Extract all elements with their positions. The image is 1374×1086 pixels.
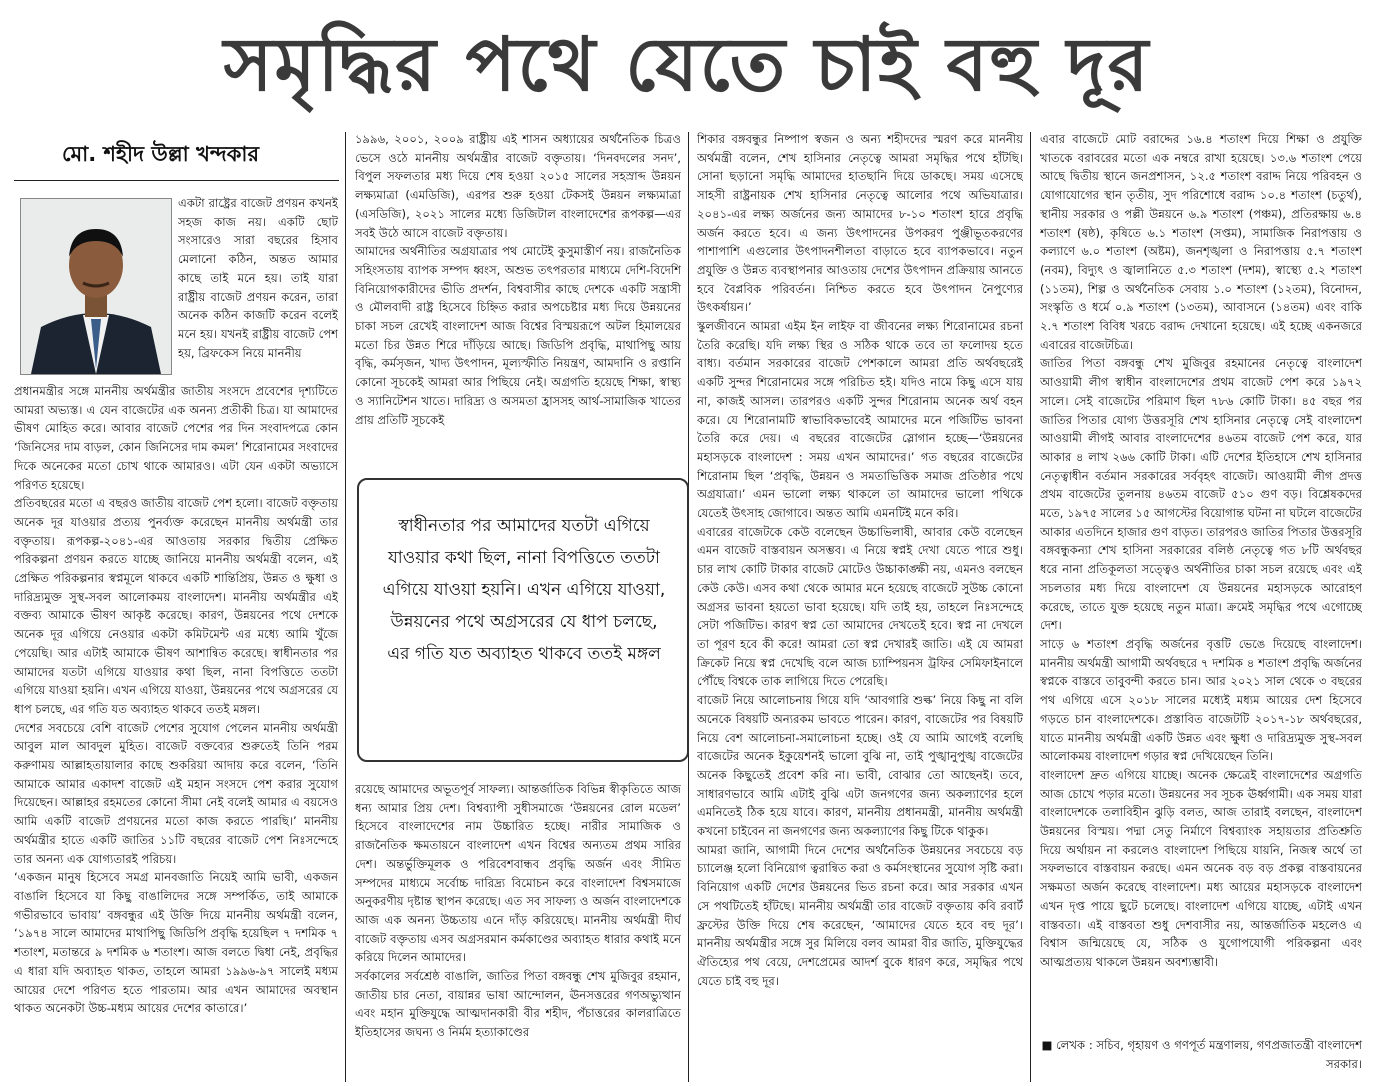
pull-quote-box [357, 478, 689, 762]
intro-paragraph: একটা রাষ্ট্রের বাজেট প্রণয়ন কখনই সহজ কাজ নয়। একটি ছোট সংসারেও সারা বছরের হিসাব মেলানো কঠিন, অন্তত আমার কাছে তাই মনে হয়। তাই যারা রাষ্ট্রীয় বাজেট প্রণয়ন করেন, তারা অনেক কঠিন কাজটি করেন বলেই মনে হয়। যখনই রাষ্ট্রীয় বাজেট পেশ হয়, ব্রিফকেস নিয়ে মাননীয় [178, 196, 338, 360]
pull-quote-text: স্বাধীনতার পর আমাদের যতটা এগিয়ে যাওয়ার কথা ছিল, নানা বিপত্তিতে ততটা এগিয়ে যাওয়া হয়নি। এখন এগিয়ে যাওয়া, উন্নয়নের পথে অগ্রসরের যে ধাপ চলছে, এর গতি যত অব্যাহত থাকবে ততই মঙ্গল [382, 516, 666, 664]
paragraph: বাজেট নিয়ে আলোচনায় গিয়ে যদি ‘আবগারি শুল্ক’ নিয়ে কিছু না বলি অনেকে বিষয়টি অন্যরকম ভাবতে পারেন। কারণ, বাজেটের পর বিষয়টি নিয়ে বেশ আলোচনা-সমালোচনা হচ্ছে। ওই যে আমি আগেই বলেছি বাজেটের অনেক ইকুয়েশনই ভালো বুঝি না, তাই পুঙ্খানুপুঙ্খ বাজেটের অনেক কিছুতেই প্রবেশ করি না। ভাবী, বোঝার তো আছেনই। তবে, সাধারণভাবে আমি এটাই বুঝি এটা জনগণের জন্য অকল্যাণের হলে এমনিতেই ঠিক হয়ে যাবে। কারণ, মাননীয় প্রধানমন্ত্রী, মাননীয় অর্থমন্ত্রী কখনো চাইবেন না জনগণের জন্য অকল্যাণের কিছু টিকে থাকুক। [697, 693, 1023, 839]
article-column-1 [14, 382, 338, 1082]
paragraph: সর্বকালের সর্বশ্রেষ্ঠ বাঙালি, জাতির পিতা বঙ্গবন্ধু শেখ মুজিবুর রহমান, জাতীয় চার নেতা, বায়ান্নর ভাষা আন্দোলন, ঊনসত্তরের গণঅভ্যুত্থান এবং মহান মুক্তিযুদ্ধে আত্মদানকারী বীর শহীদ, পঁচাত্তরের কালরাত্রিতে ইতিহাসের জঘন্য ও নির্মম হত্যাকাণ্ডের [355, 969, 681, 1040]
column-rule [345, 132, 346, 1082]
paragraph: এবার বাজেটে মোট বরাদ্দের ১৬.৪ শতাংশ দিয়ে শিক্ষা ও প্রযুক্তি খাতকে বরাবরের মতো এক নম্বরে রাখা হয়েছে। ১৩.৬ শতাংশ পেয়ে আছে দ্বিতীয় স্থানে জনপ্রশাসন, ১২.৫ শতাংশ বরাদ্দ নিয়ে পরিবহন ও যোগাযোগের স্থান তৃতীয়, সুদ পরিশোধে বরাদ্দ ১০.৪ শতাংশ (চতুর্থ), স্থানীয় সরকার ও পল্লী উন্নয়নে ৬.৯ শতাংশ (পঞ্চম), প্রতিরক্ষায় ৬.৪ শতাংশ (ষষ্ঠ), কৃষিতে ৬.১ শতাংশ (সপ্তম), সামাজিক নিরাপত্তায় ও কল্যাণে ৬.০ শতাংশ (অষ্টম), জনশৃঙ্খলা ও নিরাপত্তায় ৫.৭ শতাংশ (নবম), বিদ্যুৎ ও জ্বালানিতে ৫.৩ শতাংশ (দশম), স্বাস্থ্যে ৫.২ শতাংশ (১১তম), শিল্প ও অর্থনৈতিক সেবায় ১.০ শতাংশ (১২তম), বিনোদন, সংস্কৃতি ও ধর্মে ০.৯ শতাংশ (১৩তম), আবাসনে (১৪তম) এবং বাকি ২.৭ শতাংশ বিবিধ খরচে বরাদ্দ দেখানো হয়েছে। এই হচ্ছে একনজরে এবারের বাজেটচিত্র। [1040, 132, 1362, 352]
headline: সমৃদ্ধির পথে যেতে চাই বহু দূর [223, 22, 1151, 108]
paragraph: এবারের বাজেটকে কেউ বলেছেন উচ্চাভিলাষী, আবার কেউ বলেছেন এমন বাজেট বাস্তবায়ন অসম্ভব। এ নিয়ে স্বপ্নই দেখা যেতে পারে শুধু। চার লাখ কোটি টাকার বাজেট মোটেও উচ্চাকাঙ্ক্ষী নয়, এমনও বলছেন কেউ কেউ। এসব কথা থেকে আমার মনে হয়েছে বাজেটে সুউচ্চ কোনো অগ্রসর ভাবনা হয়তো ভাবা হয়েছে। যদি তাই হয়, তাহলে নিঃসন্দেহে সেটা পজিটিভ। কারণ স্বপ্ন তো আমাদের দেখতেই হবে। স্বপ্ন না দেখলে তা পূরণ হবে কী করে! আমরা তো স্বপ্ন দেখারই জাতি। এই যে আমরা ক্রিকেট নিয়ে স্বপ্ন দেখেছি বলে আজ চ্যাম্পিয়নস ট্রফির সেমিফাইনালে পৌঁছে বিশ্বকে তাক লাগিয়ে দিতে পেরেছি। [697, 524, 1023, 689]
article-column-2-bottom [355, 780, 681, 1082]
column-rule [1030, 132, 1031, 1082]
byline: মো. শহীদ উল্লা খন্দকার [62, 142, 260, 166]
paragraph: শিকার বঙ্গবন্ধুর নিষ্পাপ স্বজন ও অন্য শহীদদের স্মরণ করে মাননীয় অর্থমন্ত্রী বলেন, শেখ হাসিনার নেতৃত্বে আমরা সমৃদ্ধির পথে হাঁটছি। সোনা ছড়ানো সমৃদ্ধি আমাদের হাতছানি দিয়ে ডাকছে। সময় এসেছে সাহসী রাষ্ট্রনায়ক শেখ হাসিনার নেতৃত্বে আলোর পথে অভিযাত্রার। ২০৪১-এর লক্ষ্য অর্জনের জন্য আমাদের ৮-১০ শতাংশ হারে প্রবৃদ্ধি অর্জন করতে হবে। এ জন্য উৎপাদনের উপকরণ পুঞ্জীভূতকরণের পাশাপাশি এগুলোর উৎপাদনশীলতা বাড়াতে হবে ব্যাপকভাবে। নতুন প্রযুক্তি ও উন্নত ব্যবস্থাপনার আওতায় দেশের উৎপাদন প্রক্রিয়ায় আনতে হবে বৈপ্লবিক পরিবর্তন। নিশ্চিত করতে হবে উৎপাদন নৈপুণ্যের উৎকর্ষায়ন।’ [697, 132, 1023, 315]
author-portrait-icon [21, 199, 171, 374]
paragraph: রয়েছে আমাদের অভূতপূর্ব সাফল্য। আন্তর্জাতিক বিভিন্ন স্বীকৃতিতে আজ ধন্য আমার প্রিয় দেশ। বিশ্বব্যাপী সুধীসমাজে ‘উন্নয়নের রোল মডেল’ হিসেবে বাংলাদেশের নাম উচ্চারিত হচ্ছে। নারীর সামাজিক ও রাজনৈতিক ক্ষমতায়নে বাংলাদেশ এখন বিশ্বের অন্যতম প্রথম সারির দেশ। অন্তর্ভুক্তিমূলক ও পরিবেশবান্ধব প্রবৃদ্ধি অর্জন এবং সীমিত সম্পদের মাধ্যমে সর্বোচ্চ দারিদ্র্য বিমোচন করে বাংলাদেশ বিশ্বসমাজে অনুকরণীয় দৃষ্টান্ত স্থাপন করেছে। এত সব সাফল্য ও অর্জন বাংলাদেশকে আজ এক অনন্য উচ্চতায় এনে দাঁড় করিয়েছে। মাননীয় অর্থমন্ত্রী দীর্ঘ বাজেট বক্তৃতায় এসব অগ্রসরমান কর্মকাণ্ডের অব্যাহত ধারার কথাই মনে করিয়ে দিলেন আমাদের। [355, 782, 681, 965]
paragraph: প্রতিবছরের মতো এ বছরও জাতীয় বাজেট পেশ হলো। বাজেট বক্তৃতায় অনেক দূর যাওয়ার প্রত্যয় পুনর্ব্যক্ত করেছেন মাননীয় অর্থমন্ত্রী তার বক্তৃতায়। রূপকল্প-২০৪১-এর আওতায় সরকার দ্বিতীয় প্রেক্ষিত পরিকল্পনা প্রণয়ন করতে যাচ্ছে জানিয়ে মাননীয় অর্থমন্ত্রী বলেন, এই প্রেক্ষিত পরিকল্পনার স্বপ্নমূলে থাকবে একটি শান্তিপ্রিয়, উন্নত ও ক্ষুধা ও দারিদ্র্যমুক্ত সুস্থ-সবল আলোকময় বাংলাদেশ। মাননীয় অর্থমন্ত্রীর এই বক্তব্য আমাকে ভীষণ আকৃষ্ট করেছে। কারণ, উন্নয়নের পথে দেশকে অনেক দূর এগিয়ে নেওয়ার একটা কমিটমেন্ট এর মধ্যে আমি খুঁজে পেয়েছি। আর এটাই আমাকে ভীষণ আশান্বিত করেছে। স্বাধীনতার পর আমাদের যতটা এগিয়ে যাওয়ার কথা ছিল, নানা বিপত্তিতে ততটা এগিয়ে যাওয়া হয়নি। এখন এগিয়ে যাওয়া, উন্নয়নের পথে অগ্রসরের যে ধাপ চলছে, এর গতি যত অব্যাহত থাকবে ততই মঙ্গল। [14, 496, 338, 716]
author-credit: ■ লেখক : সচিব, গৃহায়ণ ও গণপূর্ত মন্ত্রণালয়, গণপ্রজাতন্ত্রী বাংলাদেশ সরকার। [1041, 1038, 1362, 1071]
paragraph: সাড়ে ৬ শতাংশ প্রবৃদ্ধি অর্জনের বৃত্তটি ভেঙে দিয়েছে বাংলাদেশ। মাননীয় অর্থমন্ত্রী আগামী অর্থবছরে ৭ দশমিক ৪ শতাংশ প্রবৃদ্ধি অর্জনের স্বপ্নকে বাস্তবে তাবুবন্দী করতে চান। আর ২০২১ সাল থেকে ৩ বছরের পথ এগিয়ে এসে ২০১৮ সালের মধ্যেই মধ্যম আয়ের দেশ হিসেবে গড়তে চান বাংলাদেশকে। প্রস্তাবিত বাজেটটি ২০১৭-১৮ অর্থবছরের, যাতে মাননীয় অর্থমন্ত্রী একটি উন্নত এবং ক্ষুধা ও দারিদ্র্যমুক্ত সুস্থ-সবল আলোকময় বাংলাদেশ গড়ার স্বপ্ন দেখিয়েছেন তিনি। [1040, 636, 1362, 764]
paragraph: স্কুলজীবনে আমরা এইম ইন লাইফ বা জীবনের লক্ষ্য শিরোনামের রচনা তৈরি করেছি। যদি লক্ষ্য স্থির ও সঠিক থাকে তবে তা ফলোদয় হতে বাধ্য। বর্তমান সরকারের বাজেট পেশকালে আমরা প্রতি অর্থবছরেই একটি সুন্দর শিরোনামের সঙ্গে পরিচিত হই। যদিও নামে কিছু এসে যায় না, কাজই আসল। তারপরও একটি সুন্দর শিরোনাম অনেক অর্থ বহন করে। যে শিরোনামটি স্বাভাবিকভাবেই আমাদের মনে পজিটিভ ভাবনা তৈরি করে দেয়। এ বছরের বাজেটের স্লোগান হচ্ছে—‘উন্নয়নের মহাসড়কে বাংলাদেশ : সময় এখন আমাদের।’ গত বছরের বাজেটের শিরোনাম ছিল ‘প্রবৃদ্ধি, উন্নয়ন ও সমতাভিত্তিক সমাজ প্রতিষ্ঠার পথে অগ্রযাত্রা।’ এমন ভালো লক্ষ্য থাকলে তা আমাদের ভালো পথিকে যেতেই উৎসাহ জোগাবে। অন্তত আমি এমনটিই মনে করি। [697, 319, 1023, 521]
author-photo [20, 198, 172, 375]
article-column-4 [1040, 130, 1362, 1034]
article-column-2-top [355, 130, 681, 466]
article-column-1-intro [178, 194, 338, 401]
paragraph: ‘একজন মানুষ হিসেবে সমগ্র মানবজাতি নিয়েই আমি ভাবী, একজন বাঙালি হিসেবে যা কিছু বাঙালিদের সঙ্গে সম্পর্কিত, তাই আমাকে গভীরভাবে ভাবায়’ বঙ্গবন্ধুর এই উক্তি দিয়ে মাননীয় অর্থমন্ত্রী বলেন, ‘১৯৭৪ সালে আমাদের মাথাপিছু জিডিপি প্রবৃদ্ধি হয়েছিল ৭ দশমিক ৭ শতাংশ, মতান্তরে ৯ দশমিক ৬ শতাংশ। আজ বলতে দ্বিধা নেই, প্রবৃদ্ধির এ ধারা যদি অব্যাহত থাকত, তাহলে আমরা ১৯৯৬-৯৭ সালেই মধ্যম আয়ের দেশে পরিণত হতে পারতাম। আর এখন আমাদের অবস্থান থাকত অনেকটা উচ্চ-মধ্যম আয়ের দেশের কাতারে।’ [14, 870, 338, 1016]
article-column-3 [697, 130, 1023, 1082]
paragraph: ১৯৯৬, ২০০১, ২০০৯ রাষ্ট্রীয় এই শাসন অধ্যায়ের অর্থনৈতিক চিত্রও ভেসে ওঠে মাননীয় অর্থমন্ত্রীর বাজেট বক্তৃতায়। ‘দিনবদলের সনদ’, বিপুল সফলতার মধ্য দিয়ে শেষ হওয়া ২০১৫ সালের সহস্রাব্দ উন্নয়ন লক্ষ্যমাত্রা (এমডিজি), এরপর শুরু হওয়া টেকসই উন্নয়ন লক্ষ্যমাত্রা (এসডিজি), ২০২১ সালের মধ্যে ডিজিটাল বাংলাদেশের রূপকল্প—এর সবই উঠে আসে বাজেট বক্তৃতায়। [355, 132, 681, 240]
paragraph: প্রধানমন্ত্রীর সঙ্গে মাননীয় অর্থমন্ত্রীর জাতীয় সংসদে প্রবেশের দৃশ্যটিতে আমরা অভ্যস্ত। এ যেন বাজেটের এক অনন্য প্রতীকী চিত্র। যা আমাদের ভীষণ মোহিত করে। আবার বাজেট পেশের পর দিন সংবাদপত্রে কোন ‘জিনিসের দাম বাড়ল, কোন জিনিসের দাম কমল’ শিরোনামের সংবাদের দিকে অনেকের মতো চোখ থাকে আমারও। এটা যেন একটা অভ্যাসে পরিণত হয়েছে। [14, 384, 338, 492]
byline-rule [14, 180, 339, 181]
paragraph: দেশের সবচেয়ে বেশি বাজেট পেশের সুযোগ পেলেন মাননীয় অর্থমন্ত্রী আবুল মাল আবদুল মুহিত। বাজেট বক্তব্যের শুরুতেই তিনি পরম করুণাময় আল্লাহতায়ালার কাছে শুকরিয়া আদায় করে বলেন, ‘তিনি আমাকে আমার একাদশ বাজেট এই মহান সংসদে পেশ করার সুযোগ দিয়েছেন। আল্লাহর রহমতের কোনো সীমা নেই বলেই আমার এ বয়সেও আমি একটি বাজেট প্রণয়নের মতো কাজ করতে পারছি।’ মাননীয় অর্থমন্ত্রীর হাতে একটি জাতির ১১টি বছরের বাজেট পেশ নিঃসন্দেহে তার অনন্য এক যোগ্যতারই পরিচয়। [14, 720, 338, 866]
paragraph: বাংলাদেশ দ্রুত এগিয়ে যাচ্ছে। অনেক ক্ষেত্রেই বাংলাদেশের অগ্রগতি আজ চোখে পড়ার মতো। উন্নয়নের সব সূচক ঊর্ধ্বগামী। এক সময় যারা বাংলাদেশকে তলাবিহীন ঝুড়ি বলত, আজ তারাই বলছেন, বাংলাদেশ উন্নয়নের বিস্ময়। পদ্মা সেতু নির্মাণে বিশ্বব্যাংক সহায়তার প্রতিশ্রুতি দিয়ে অর্থায়ন না করলেও বাংলাদেশ পিছিয়ে যায়নি, নিজস্ব অর্থে তা সফলভাবে বাস্তবায়ন করছে। এমন অনেক বড় বড় প্রকল্প বাস্তবায়নের সক্ষমতা অর্জন করেছে বাংলাদেশ। মধ্য আয়ের মহাসড়কে বাংলাদেশ এখন দৃপ্ত পায়ে ছুটে চলেছে। বাংলাদেশ এগিয়ে যাচ্ছে, এটাই এখন বাস্তবতা। এই বাস্তবতা শুধু দেশবাসীর নয়, আন্তর্জাতিক মহলেও এ বিশ্বাস জন্মিয়েছে যে, সঠিক ও যুগোপযোগী পরিকল্পনা এবং আত্মপ্রত্যয় থাকলে উন্নয়ন অবশ্যম্ভাবী। [1040, 767, 1362, 969]
paragraph: আমাদের অর্থনীতির অগ্রযাত্রার পথ মোটেই কুসুমাস্তীর্ণ নয়। রাজনৈতিক সহিংসতায় ব্যাপক সম্পদ ধ্বংস, অশুভ তৎপরতার মাধ্যমে দেশি-বিদেশি বিনিয়োগকারীদের ভীতি প্রদর্শন, বিশ্ববাসীর কাছে দেশকে একটি সন্ত্রাসী ও মৌলবাদী রাষ্ট্র হিসেবে চিহ্নিত করার অপচেষ্টার মধ্য দিয়ে উন্নয়নের চাকা সচল রেখেই বাংলাদেশ আজ বিশ্বের বিস্ময়রূপে অটল হিমালয়ের মতো চির উন্নত শিরে দাঁড়িয়ে আছে। জিডিপি প্রবৃদ্ধি, মাথাপিছু আয় বৃদ্ধি, কর্মসৃজন, খাদ্য উৎপাদন, মূল্যস্ফীতি নিয়ন্ত্রণ, আমদানি ও রপ্তানি কোনো সূচকেই আমরা আর পিছিয়ে নেই। অগ্রগতি হয়েছে শিক্ষা, স্বাস্থ্য ও স্যানিটেশন খাতে। দারিদ্র্য ও অসমতা হ্রাসসহ আর্থ-সামাজিক খাতের প্রায় প্রতিটি সূচকেই [355, 244, 681, 427]
paragraph: আমরা জানি, আগামী দিনে দেশের অর্থনৈতিক উন্নয়নের সবচেয়ে বড় চ্যালেঞ্জ হলো বিনিয়োগ ত্বরান্বিত করা ও কর্মসংস্থানের সুযোগ সৃষ্টি করা। বিনিয়োগ একটি দেশের উন্নয়নের ভিত রচনা করে। আর সরকার এখন সে পথটিতেই হাঁটছে। মাননীয় অর্থমন্ত্রী তার বাজেট বক্তৃতায় কবি রবার্ট ফ্রস্টের উক্তি দিয়ে শেষ করেছেন, ‘আমাদের যেতে হবে বহু দূর’। মাননীয় অর্থমন্ত্রীর সঙ্গে সুর মিলিয়ে বলব আমরা বীর জাতি, মুক্তিযুদ্ধের ঐতিহ্যের পথ বেয়ে, দেশপ্রেমের আদর্শ বুকে ধারণ করে, সমৃদ্ধির পথে যেতে চাই বহু দূর। [697, 842, 1023, 988]
paragraph: জাতির পিতা বঙ্গবন্ধু শেখ মুজিবুর রহমানের নেতৃত্বে বাংলাদেশ আওয়ামী লীগ স্বাধীন বাংলাদেশের প্রথম বাজেট পেশ করে ১৯৭২ সালে। সেই বাজেটের পরিমাণ ছিল ৭৮৬ কোটি টাকা। ৪৫ বছর পর জাতির পিতার যোগ্য উত্তরসূরি শেখ হাসিনার নেতৃত্বে সেই বাংলাদেশ আওয়ামী লীগই আবার বাংলাদেশের ৪৬তম বাজেট পেশ করে, যার আকার ৪ লাখ ২৬৬ কোটি টাকা। এটি দেশের ইতিহাসে শেখ হাসিনার নেতৃত্বাধীন বর্তমান সরকারের সর্ববৃহৎ বাজেট। আওয়ামী লীগ প্রদত্ত প্রথম বাজেটের তুলনায় ৪৬তম বাজেট ৫১০ গুণ বড়। বিশ্লেষকদের মতে, ১৯৭৫ সালের ১৫ আগস্টের বিয়োগান্ত ঘটনা না ঘটলে বাজেটের আকার এতদিনে হাজার গুণ বাড়ত। তারপরও জাতির পিতার উত্তরসূরি বঙ্গবন্ধুকন্যা শেখ হাসিনা সরকারের বলিষ্ঠ নেতৃত্বে গত ৮টি অর্থবছর ধরে নানা প্রতিকূলতা সত্ত্বেও অর্থনীতির চাকা সচল রয়েছে এবং এই সচলতার মধ্য দিয়ে বাংলাদেশ যে উন্নয়নের মহাসড়কে আরোহণ করেছে, তাতে যুক্ত হয়েছে নতুন মাত্রা। ক্রমেই সমৃদ্ধির পথে এগোচ্ছে দেশ। [1040, 356, 1362, 633]
